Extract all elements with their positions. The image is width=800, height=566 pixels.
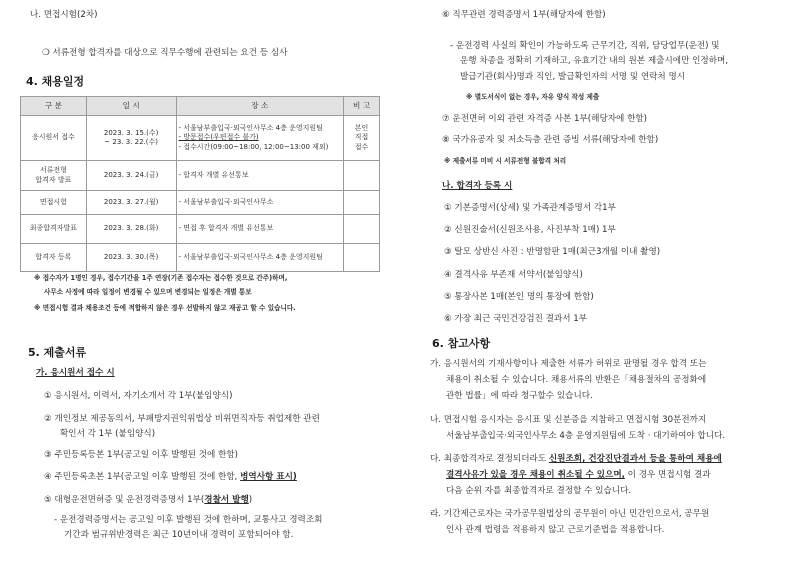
cell-note <box>344 161 380 191</box>
incomplete-docs-note: ※ 제출서류 미비 시 서류전형 불합격 처리 <box>444 157 567 165</box>
table-row <box>21 244 380 272</box>
list-item: ④ 결격사유 부존재 서약서(붙임양식) <box>444 270 583 280</box>
cell-note <box>344 244 380 272</box>
table-row <box>21 161 380 191</box>
ref-item-da-cont: 다음 순위 자를 최종합격자로 결정할 수 있습니다. <box>446 486 632 496</box>
cell-date: 2023. 3. 30.(목) <box>86 244 176 272</box>
ref-item-ra-cont: 인사 관계 법령을 적용하지 않고 근로기준법을 적용합니다. <box>446 525 665 535</box>
cell-note <box>344 191 380 215</box>
header-division: 구 분 <box>21 97 87 116</box>
cell-date: 2023. 3. 24.(금) <box>86 161 176 191</box>
ref-item-da-cont: 결격사유가 있을 경우 채용이 취소될 수 있으며, 이 경우 면접시험 결과 <box>446 470 711 480</box>
list-item: ⑥ 가장 최근 국민건강검진 결과서 1부 <box>444 314 588 324</box>
list-item: ⑤ 통장사본 1매(본인 명의 통장에 한함) <box>444 292 594 302</box>
ref-item-na: 나. 면접시험 응시자는 응시표 및 신분증을 지참하고 면접시험 30분전까지 <box>430 415 707 425</box>
list-item-cont: 확인서 각 1부 (붙임양식) <box>60 429 156 439</box>
table-row <box>21 116 380 161</box>
list-item: ③ 탈모 상반신 사진 : 반명함판 1매(최근3개월 이내 촬영) <box>444 247 661 257</box>
registration-subheading: 나. 합격자 등록 시 <box>442 181 513 191</box>
cell-date: 2023. 3. 27.(월) <box>86 191 176 215</box>
list-item: ⑦ 운전면허 이외 관련 자격증 사본 1부(해당자에 한함) <box>442 114 648 124</box>
submit-heading: 5. 제출서류 <box>28 346 87 359</box>
list-item: ⑥ 직무관련 경력증명서 1부(해당자에 한함) <box>442 10 606 20</box>
schedule-note-2: ※ 면접시험 결과 채용조건 등에 적합하지 않은 경우 선발하지 않고 재공고 할 수 있습니다. <box>34 304 296 312</box>
cell-place: - 서울남부출입국·외국인사무소 4층 운영지원팀 <box>176 244 344 272</box>
application-submit-subheading: 가. 응시원서 접수 시 <box>36 368 115 378</box>
list-item: ② 신원진술서(신원조사용, 사진부착 1매) 1부 <box>444 225 616 235</box>
ref-item-ga: 가. 응시원서의 기재사항이나 제출한 서류가 허위로 판명될 경우 합격 또는 <box>430 359 707 369</box>
cell-note: 본인 직접 접수 <box>344 116 380 161</box>
cell-division: 서류전형 합격자 발표 <box>21 161 87 191</box>
header-place: 장 소 <box>176 97 344 116</box>
list-item: ⑤ 대형운전면허증 및 운전경력증명서 1부(경찰서 발행) <box>44 495 253 505</box>
cell-place: - 면접 후 합격자 개별 유선통보 <box>176 215 344 244</box>
list-item-detail-cont: 운행 차종을 정확히 기재하고, 유효기간 내의 원본 제출시에만 인정하며, <box>460 56 729 66</box>
list-item: ⑧ 국가유공자 및 저소득층 관련 증빙 서류(해당자에 한함) <box>442 135 659 145</box>
schedule-heading: 4. 채용일정 <box>26 75 85 88</box>
header-note: 비 고 <box>344 97 380 116</box>
cell-place: - 합격자 개별 유선통보 <box>176 161 344 191</box>
ref-item-da: 다. 최종합격자로 결정되더라도 신원조회, 건강진단결과서 등을 통하여 채용에 <box>430 454 722 464</box>
interview-subheading: 나. 면접시험(2차) <box>30 10 98 20</box>
ref-item-ra: 라. 기간제근로자는 국가공무원법상의 공무원이 아닌 민간인으로서, 공무원 <box>430 509 710 519</box>
list-item-detail: - 운전경력증명서는 공고일 이후 발행된 것에 한하며, 교통사고 경력조회 <box>54 515 323 525</box>
ref-item-ga-cont: 채용이 취소될 수 있습니다. 채용서류의 반환은「채용절차의 공정화에 <box>446 375 707 385</box>
cell-note <box>344 215 380 244</box>
list-item-detail: - 운전경력 사실의 확인이 가능하도록 근무기간, 직위, 담당업무(운전) 및 <box>450 41 720 51</box>
schedule-note-1-cont: 사무소 사정에 따라 일정이 변경될 수 있으며 변경되는 일정은 개별 통보 <box>44 288 252 296</box>
list-item-detail-cont: 발급기관(회사)명과 직인, 발급확인자의 서명 및 연락처 명시 <box>460 72 686 82</box>
cell-place: - 서울남부출입국·외국인사무소 4층 운영지원팀 - 방문접수(우편접수 불가) - 접수시간(09:00~18:00, 12:00~13:00 제외) <box>176 116 344 161</box>
list-item: ② 개인정보 제공동의서, 부패방지권익위법상 비위면직자등 취업제한 관련 <box>44 414 320 424</box>
cell-date: 2023. 3. 15.(수) ~ 23. 3. 22.(수) <box>86 116 176 161</box>
cell-date: 2023. 3. 28.(화) <box>86 215 176 244</box>
table-row <box>21 191 380 215</box>
reference-heading: 6. 참고사항 <box>432 337 491 350</box>
cell-division: 면접시험 <box>21 191 87 215</box>
header-date: 일 시 <box>86 97 176 116</box>
interview-description: ❍ 서류전형 합격자를 대상으로 직무수행에 관련되는 요건 등 심사 <box>42 48 288 58</box>
cell-division: 응시원서 접수 <box>21 116 87 161</box>
list-item: ① 응시원서, 이력서, 자기소개서 각 1부(붙임양식) <box>44 391 233 401</box>
schedule-note-1: ※ 접수자가 1명인 경우, 접수기간을 1주 연장(기존 접수자는 접수한 것으로 간주)하며, <box>34 274 288 282</box>
schedule-table <box>20 96 380 272</box>
ref-item-ga-cont: 관한 법률」에 따라 청구할수 있습니다. <box>446 391 593 401</box>
list-item: ③ 주민등록등본 1부(공고일 이후 발행된 것에 한함) <box>44 450 238 460</box>
ref-item-na-cont: 서울남부출입국·외국인사무소 4층 운영지원팀에 도착 · 대기하여야 합니다. <box>446 431 726 441</box>
item6-note: ※ 별도서식이 없는 경우, 자유 양식 작성 제출 <box>466 93 600 101</box>
cell-place: - 서울남부출입국·외국인사무소 <box>176 191 344 215</box>
list-item-detail-cont: 기간과 범규위반경력은 최근 10년이내 경력이 포함되어야 함. <box>64 530 294 540</box>
list-item: ④ 주민등록초본 1부(공고일 이후 발행된 것에 한함, 병역사항 표시) <box>44 472 297 482</box>
table-header-row <box>21 97 380 116</box>
list-item: ① 기본증명서(상세) 및 가족관계증명서 각1부 <box>444 203 616 213</box>
cell-division: 합격자 등록 <box>21 244 87 272</box>
table-row <box>21 215 380 244</box>
cell-division: 최종합격자발표 <box>21 215 87 244</box>
